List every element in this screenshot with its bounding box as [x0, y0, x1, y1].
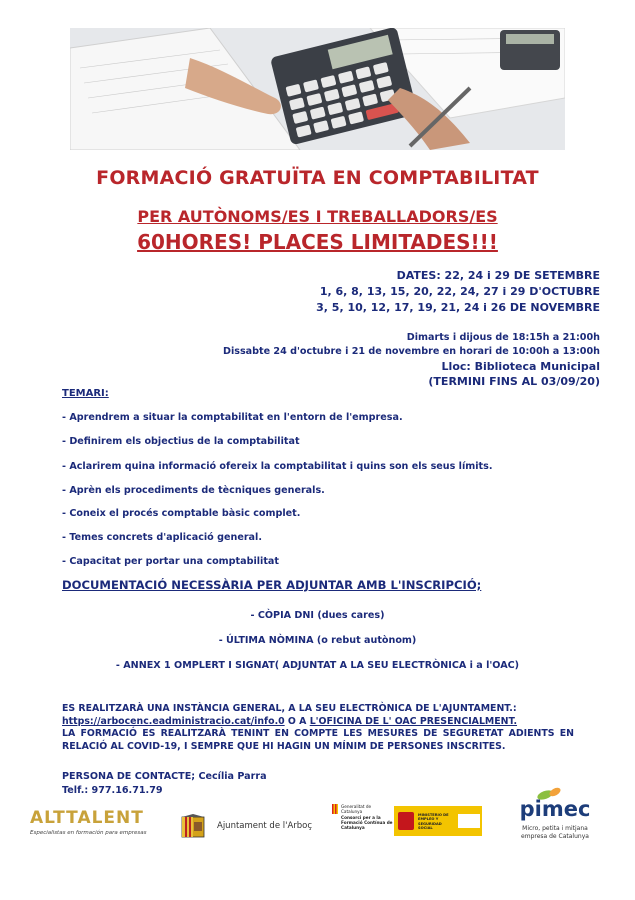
- documentation-item-annex: - ANNEX 1 OMPLERT I SIGNAT( ADJUNTAT A LA SEU ELECTRÒNICA i a l'OAC): [115, 660, 520, 671]
- schedule-block: [223, 331, 600, 359]
- temari-item: - Aclarirem quina informació ofereix la comptabilitat i quins son els seus límits.: [62, 461, 493, 472]
- pimec-logo: [505, 785, 605, 847]
- main-title: FORMACIÓ GRATUÏTA EN COMPTABILITAT: [96, 167, 539, 189]
- dates-september: DATES: 22, 24 i 29 DE SETEMBRE: [396, 269, 600, 282]
- pimec-name: pimec: [519, 797, 591, 821]
- instancia-or: O A: [284, 715, 310, 727]
- location-block: [428, 359, 600, 389]
- pimec-tagline-2: empresa de Catalunya: [521, 833, 589, 840]
- location-deadline: (TERMINI FINS AL 03/09/20): [428, 375, 600, 388]
- temari-item: - Aprendrem a situar la comptabilitat en l'entorn de l'empresa.: [62, 412, 403, 423]
- instancia-paragraph: [62, 703, 574, 753]
- altalent-tagline: Especialistas en formación para empresas: [30, 830, 147, 836]
- hero-image: [70, 28, 565, 150]
- consorci-name: Consorci per a la Formació Contínua de Catalunya: [341, 815, 393, 830]
- ministerio-logo: [394, 806, 482, 836]
- gencat-name: Generalitat de Catalunya: [341, 804, 372, 814]
- ministerio-name: MINISTERIO DE EMPLEO Y SEGURIDAD SOCIAL: [418, 813, 449, 831]
- contact-phone: Telf.: 977.16.71.79: [62, 785, 163, 796]
- dates-november: 3, 5, 10, 12, 17, 19, 21, 24 i 26 DE NOVEMBRE: [316, 301, 600, 314]
- temari-item: - Coneix el procés comptable bàsic complet.: [62, 508, 301, 519]
- schedule-saturday: Dissabte 24 d'octubre i 21 de novembre en horari de 10:00h a 13:00h: [222, 346, 600, 357]
- arboc-coat-of-arms-icon: [178, 814, 208, 840]
- gencat-logo: [332, 804, 392, 848]
- subtitle: PER AUTÒNOMS/ES I TREBALLADORS/ES: [137, 207, 498, 226]
- pimec-tagline-1: Micro, petita i mitjana: [522, 825, 588, 832]
- dates-october: 1, 6, 8, 13, 15, 20, 22, 24, 27 i 29 D'OCTUBRE: [319, 285, 600, 298]
- location-place: Lloc: Biblioteca Municipal: [441, 360, 600, 373]
- documentation-item-nomina: - ÚLTIMA NÒMINA (o rebut autònom): [218, 635, 417, 646]
- contact-person: PERSONA DE CONTACTE; Cecília Parra: [62, 771, 267, 782]
- temari-item: - Definirem els objectius de la comptabilitat: [62, 436, 300, 447]
- temari-item: - Capacitat per portar una comptabilitat: [62, 556, 279, 567]
- dates-block: [316, 268, 600, 316]
- ajuntament-label: Ajuntament de l'Arboç: [217, 821, 313, 831]
- schedule-weekday: Dimarts i dijous de 18:15h a 21:00h: [406, 332, 600, 343]
- temari-item: - Temes concrets d'aplicació general.: [62, 532, 262, 543]
- documentation-item-dni: - CÒPIA DNI (dues cares): [250, 610, 385, 621]
- instancia-text: ES REALITZARÀ UNA INSTÀNCIA GENERAL, A LA SEU ELECTRÒNICA DE L'AJUNTAMENT.:: [62, 703, 517, 714]
- covid-notice: LA FORMACIÓ ES REALITZARÀ TENINT EN COMPTE LES MESURES DE SEGURETAT ADIENTS EN RELACIÓ AL COVID-19, I SEMPRE QUE HI HAGIN UN MÍNIM DE PERSONES INSCRITES.: [62, 728, 574, 752]
- oac-office-text: L'OFICINA DE L' OAC PRESENCIALMENT.: [309, 715, 518, 727]
- seu-electronica-link[interactable]: https://arbocenc.eadministracio.cat/info.0: [62, 715, 285, 727]
- documentation-heading: DOCUMENTACIÓ NECESSÀRIA PER ADJUNTAR AMB L'INSCRIPCIÓ;: [62, 578, 482, 592]
- calculator-illustration: [70, 28, 565, 150]
- altalent-logo: [30, 808, 170, 848]
- temari-heading: TEMARI:: [62, 388, 109, 399]
- altalent-logo-name: ALTTALENT: [30, 808, 144, 828]
- spain-shield-icon: [398, 812, 414, 830]
- temari-item: - Aprèn els procediments de tècniques generals.: [62, 485, 325, 496]
- highlight-title: 60HORES! PLACES LIMITADES!!!: [137, 230, 498, 254]
- senyera-icon: [332, 804, 338, 814]
